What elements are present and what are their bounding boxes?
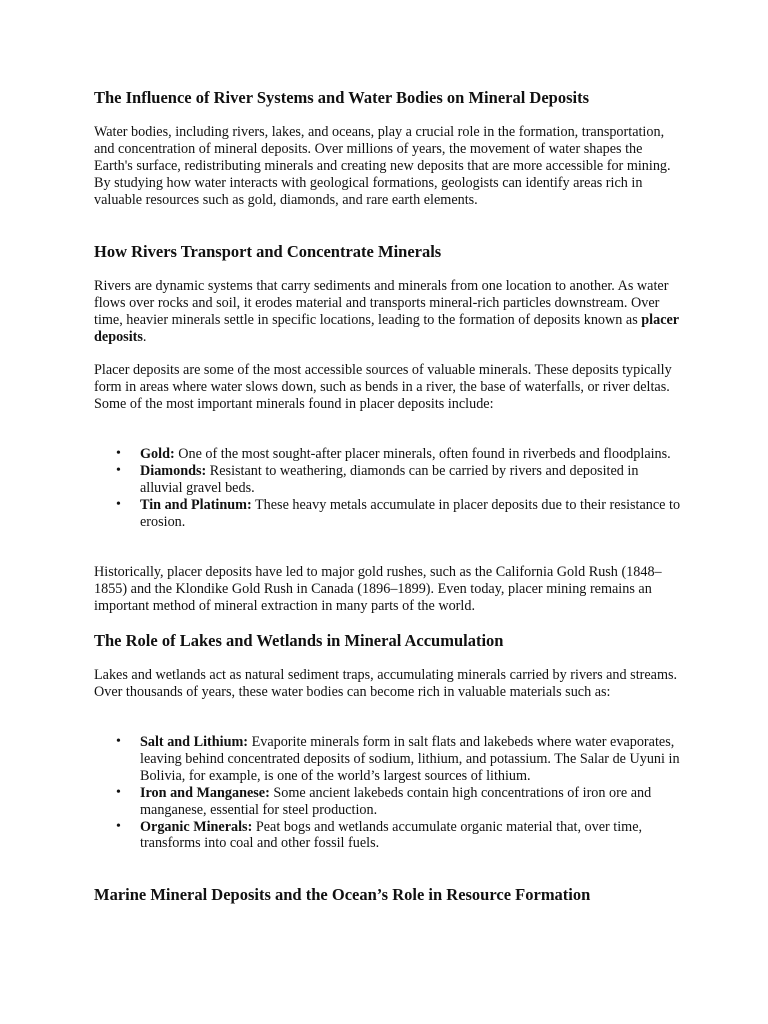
list-item-text: These heavy metals accumulate in placer deposits due to their resistance to erosion. [140,496,681,530]
section-heading-lakes: The Role of Lakes and Wetlands in Mineral Accumulation [94,631,504,650]
list-item-term: Tin and Platinum: [140,496,252,513]
list-item-text: Peat bogs and wetlands accumulate organic material that, over time, transforms into coal and other fossil fuels. [140,818,643,852]
bullet-icon: • [116,784,121,800]
list-item [116,818,684,853]
list-item-term: Gold: [140,446,175,462]
list-item-term: Diamonds: [140,462,207,479]
bullet-icon: • [116,496,121,512]
list-item-term: Organic Minerals: [140,818,253,835]
rivers-paragraph-1-text: Rivers are dynamic systems that carry sediments and minerals from one location to another. As water flows over rocks and soil, it erodes material and transports mineral-rich particles downstream. Over time, heavier minerals settle in specific locations, leading to the formation of deposits known as [94,278,669,328]
lakes-paragraph-1: Lakes and wetlands act as natural sediment traps, accumulating minerals carried by rivers and streams. Over thousands of years, these water bodies can become rich in valuable materials such as: [94,667,678,700]
bullet-icon: • [116,462,121,478]
placer-deposits-term: placer deposits [94,311,679,345]
bullet-icon: • [116,446,121,461]
list-item-term: Salt and Lithium: [140,734,249,750]
bullet-icon: • [116,818,121,834]
intro-paragraph: Water bodies, including rivers, lakes, and oceans, play a crucial role in the formation, transportation, and concentration of mineral deposits. Over millions of years, the movement of water shapes the Earth's surface, redistributing minerals and creating new deposits that are more accessible for mining. By studying how water interacts with geological formations, geologists can identify areas rich in valuable resources such as gold, diamonds, and rare earth elements. [94,124,671,208]
list-item [116,784,684,819]
list-item [116,446,684,463]
list-item-text: Evaporite minerals form in salt flats and lakebeds where water evaporates, leaving behind concentrated deposits of sodium, lithium, and potassium. The Salar de Uyuni in Bolivia, for example, is one of the world’s largest sources of lithium. [140,734,680,784]
section-heading-marine: Marine Mineral Deposits and the Ocean’s Role in Resource Formation [94,885,591,904]
rivers-paragraph-1 [94,278,684,346]
list-item [116,496,684,531]
list-item-term: Iron and Manganese: [140,784,270,801]
rivers-paragraph-3: Historically, placer deposits have led to major gold rushes, such as the California Gold Rush (1848–1855) and the Klondike Gold Rush in Canada (1896–1899). Even today, placer mining remains an important method of mineral extraction in many parts of the world. [94,564,662,614]
list-item [116,734,684,785]
list-item [116,462,684,497]
list-item-text: Resistant to weathering, diamonds can be carried by rivers and deposited in alluvial gravel beds. [140,462,639,496]
lake-minerals-list [94,734,684,852]
section-heading-rivers: How Rivers Transport and Concentrate Minerals [94,242,442,261]
placer-minerals-list [94,446,684,531]
list-item-text: Some ancient lakebeds contain high concentrations of iron ore and manganese, essential for steel production. [140,784,652,818]
rivers-paragraph-2: Placer deposits are some of the most accessible sources of valuable minerals. These deposits typically form in areas where water slows down, such as bends in a river, the base of waterfalls, or river deltas. Some of the most important minerals found in placer deposits include: [94,362,672,412]
page-title: The Influence of River Systems and Water Bodies on Mineral Deposits [94,88,590,107]
list-item-text: One of the most sought-after placer minerals, often found in riverbeds and floodplains. [174,446,671,462]
rivers-paragraph-1-end: . [142,328,147,345]
bullet-icon: • [116,734,121,749]
